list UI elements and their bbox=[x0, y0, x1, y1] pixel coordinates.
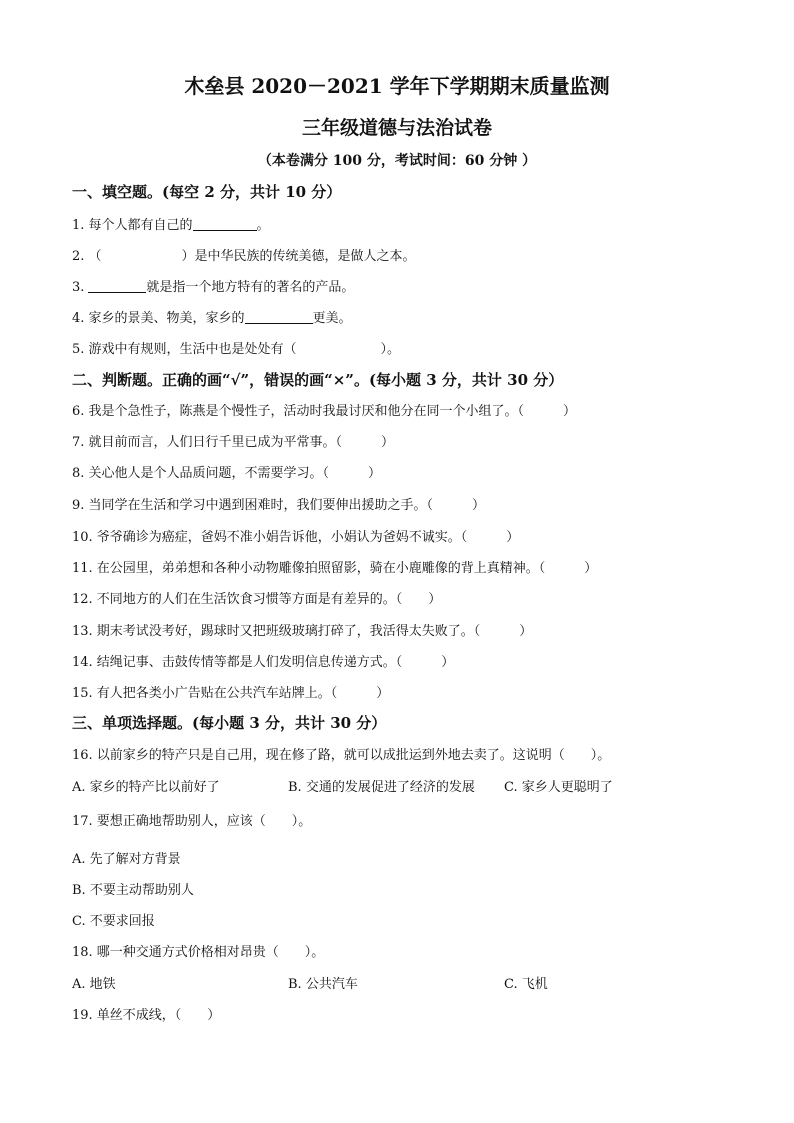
question-text: 。 bbox=[256, 218, 270, 233]
question-3 bbox=[72, 276, 354, 295]
question-15: 15. 有人把各类小广告贴在公共汽车站牌上。（ ） bbox=[72, 686, 390, 701]
question-16-options bbox=[72, 776, 613, 795]
question-16: 16. 以前家乡的特产只是自己用，现在修了路，就可以成批运到外地去卖了。这说明（ ）。 bbox=[72, 748, 611, 763]
question-18: 18. 哪一种交通方式价格相对昂贵（ ）。 bbox=[72, 945, 325, 960]
question-19: 19. 单丝不成线，（ ） bbox=[72, 1008, 221, 1023]
question-5 bbox=[72, 338, 400, 357]
question-17: 17. 要想正确地帮助别人，应该（ ）。 bbox=[72, 814, 312, 829]
exam-note: （本卷满分 100 分，考试时间：60 分钟 ） bbox=[257, 153, 537, 169]
option-c[interactable]: C. 家乡人更聪明了 bbox=[504, 780, 613, 795]
option-a[interactable]: A. 家乡的特产比以前好了 bbox=[72, 780, 220, 795]
question-11: 11. 在公园里，弟弟想和各种小动物雕像拍照留影，骑在小鹿雕像的背上真精神。（ ） bbox=[72, 561, 598, 576]
answer-blank[interactable] bbox=[193, 216, 257, 231]
option-c[interactable]: C. 飞机 bbox=[504, 977, 548, 992]
question-10: 10. 爷爷确诊为癌症，爸妈不准小娟告诉他，小娟认为爸妈不诚实。（ ） bbox=[72, 530, 520, 545]
exam-title: 木垒县 2020－2021 学年下学期期末质量监测 bbox=[184, 74, 610, 98]
answer-blank[interactable] bbox=[245, 309, 313, 324]
question-text: 更美。 bbox=[312, 311, 352, 326]
answer-blank[interactable] bbox=[88, 278, 146, 293]
question-7: 7. 就目前而言，人们日行千里已成为平常事。（ ） bbox=[72, 435, 395, 450]
option-a[interactable]: A. 地铁 bbox=[72, 977, 116, 992]
question-text: 3. bbox=[72, 280, 85, 295]
question-text: 2. （ bbox=[72, 249, 102, 264]
question-4 bbox=[72, 307, 352, 326]
section-heading-fill-blank: 一、填空题。(每空 2 分，共计 10 分） bbox=[72, 183, 342, 201]
question-6: 6. 我是个急性子，陈燕是个慢性子，活动时我最讨厌和他分在同一个小组了。（ ） bbox=[72, 404, 577, 419]
question-8: 8. 关心他人是个人品质问题，不需要学习。（ ） bbox=[72, 466, 382, 481]
option-b[interactable]: B. 不要主动帮助别人 bbox=[72, 883, 194, 898]
section-heading-single-choice: 三、单项选择题。(每小题 3 分，共计 30 分） bbox=[72, 714, 387, 732]
question-12: 12. 不同地方的人们在生活饮食习惯等方面是有差异的。（ ） bbox=[72, 592, 442, 607]
question-text: ）。 bbox=[380, 342, 401, 357]
section-heading-true-false: 二、判断题。正确的画“√”，错误的画“×”。(每小题 3 分，共计 30 分） bbox=[72, 371, 564, 389]
question-18-options bbox=[72, 973, 548, 992]
question-text: 1. 每个人都有自己的 bbox=[72, 218, 193, 233]
question-text: 5. 游戏中有规则，生活中也是处处有（ bbox=[72, 342, 297, 357]
exam-subtitle: 三年级道德与法治试卷 bbox=[301, 117, 492, 139]
question-text: 就是指一个地方特有的著名的产品。 bbox=[146, 280, 355, 295]
option-a[interactable]: A. 先了解对方背景 bbox=[72, 852, 181, 867]
option-b[interactable]: B. 公共汽车 bbox=[288, 977, 358, 992]
question-2 bbox=[72, 245, 416, 264]
question-text: ）是中华民族的传统美德，是做人之本。 bbox=[181, 249, 416, 264]
question-13: 13. 期末考试没考好，踢球时又把班级玻璃打碎了，我活得太失败了。（ ） bbox=[72, 624, 533, 639]
option-b[interactable]: B. 交通的发展促进了经济的发展 bbox=[288, 780, 475, 795]
question-text: 4. 家乡的景美、物美，家乡的 bbox=[72, 311, 245, 326]
question-9: 9. 当同学在生活和学习中遇到困难时，我们要伸出援助之手。（ ） bbox=[72, 498, 486, 513]
question-14: 14. 结绳记事、击鼓传情等都是人们发明信息传递方式。（ ） bbox=[72, 655, 455, 670]
question-1 bbox=[72, 214, 270, 233]
option-c[interactable]: C. 不要求回报 bbox=[72, 914, 155, 929]
